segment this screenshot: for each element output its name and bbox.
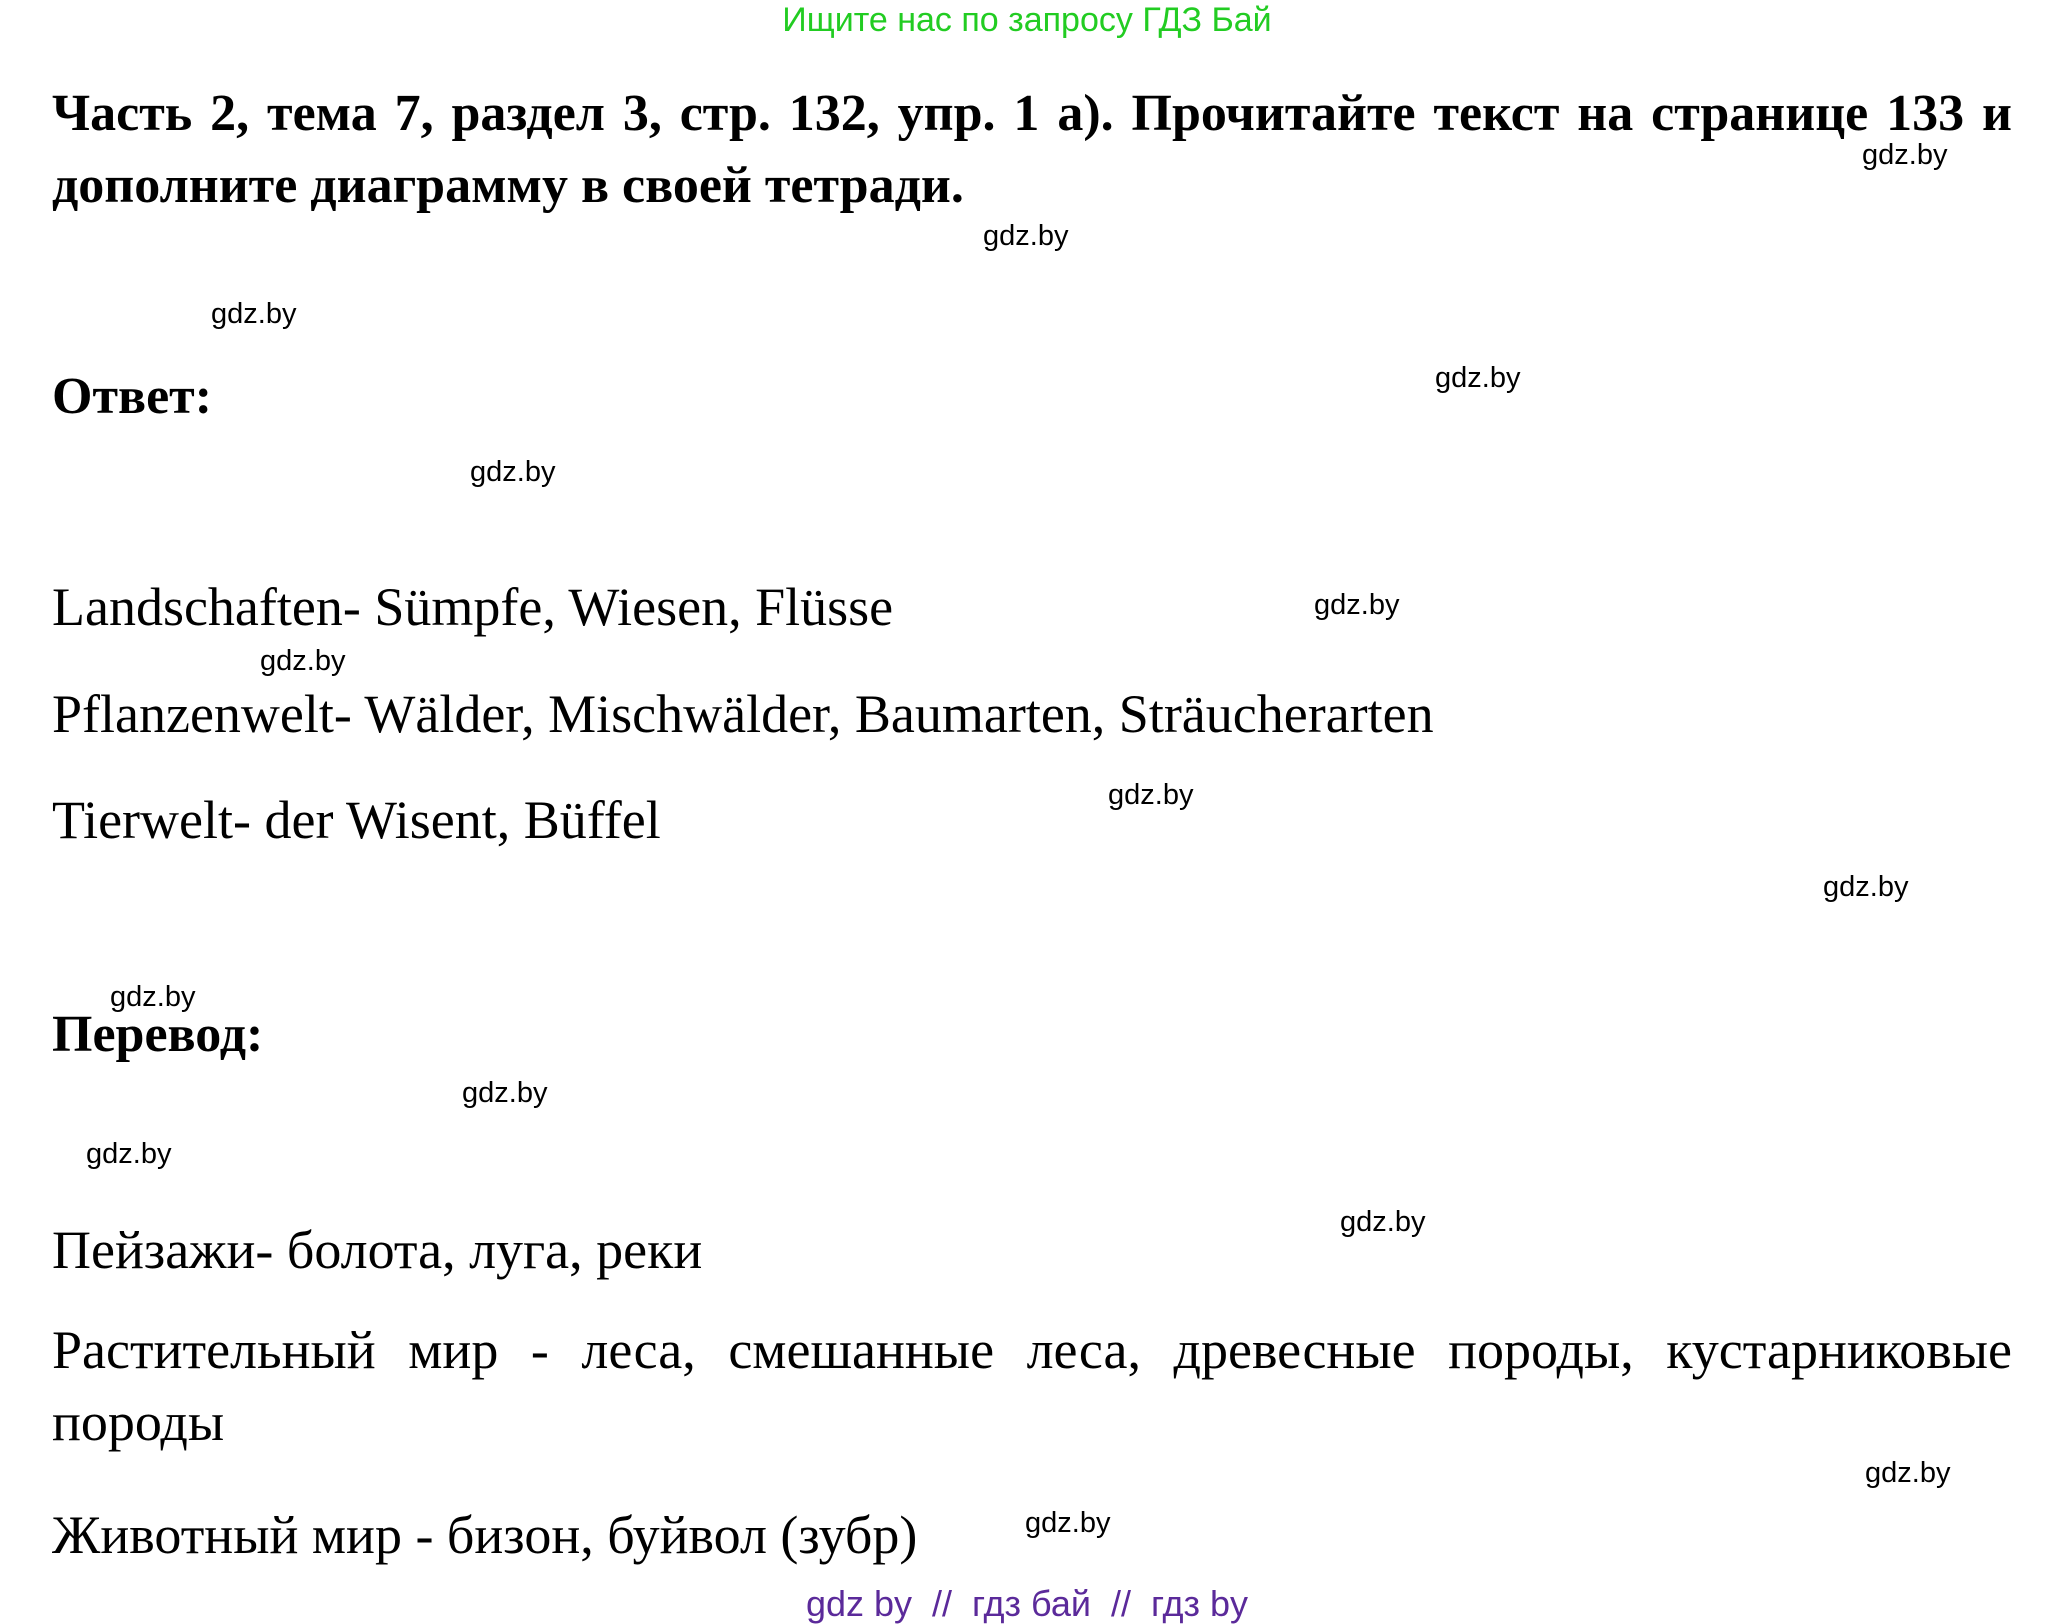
watermark: gdz.by bbox=[110, 981, 196, 1013]
watermark: gdz.by bbox=[470, 456, 556, 488]
translation-line-flora: Растительный мир - леса, смешанные леса, древесные породы, кустарниковые породы bbox=[52, 1320, 2012, 1452]
watermark: gdz.by bbox=[983, 220, 1069, 252]
watermark: gdz.by bbox=[1340, 1206, 1426, 1238]
top-banner: Ищите нас по запросу ГДЗ Бай bbox=[782, 1, 1272, 39]
task-statement: Часть 2, тема 7, раздел 3, стр. 132, упр. 1 а). Прочитайте текст на странице 133 и дополните диаграмму в своей тетради. bbox=[52, 85, 2012, 214]
watermark: gdz.by bbox=[1435, 362, 1521, 394]
watermark: gdz.by bbox=[1823, 871, 1909, 903]
watermark: gdz.by bbox=[1025, 1507, 1111, 1539]
answer-line-flora: Pflanzenwelt- Wälder, Mischwälder, Baumarten, Sträucherarten bbox=[52, 684, 1434, 744]
watermark: gdz.by bbox=[1865, 1457, 1951, 1489]
watermark: gdz.by bbox=[462, 1077, 548, 1109]
translation-line-landscapes: Пейзажи- болота, луга, реки bbox=[52, 1220, 703, 1280]
watermark: gdz.by bbox=[86, 1138, 172, 1170]
watermark: gdz.by bbox=[1314, 589, 1400, 621]
translation-line-fauna: Животный мир - бизон, буйвол (зубр) bbox=[52, 1505, 918, 1565]
watermark: gdz.by bbox=[1862, 139, 1948, 171]
translation-heading: Перевод: bbox=[52, 1006, 264, 1063]
answer-heading: Ответ: bbox=[52, 368, 213, 425]
watermark: gdz.by bbox=[260, 645, 346, 677]
watermark: gdz.by bbox=[1108, 779, 1194, 811]
watermark: gdz.by bbox=[211, 298, 297, 330]
footer-links: gdz by // гдз бай // гдз by bbox=[805, 1583, 1249, 1624]
answer-line-fauna: Tierwelt- der Wisent, Büffel bbox=[52, 790, 661, 850]
answer-line-landscapes: Landschaften- Sümpfe, Wiesen, Flüsse bbox=[52, 577, 894, 637]
